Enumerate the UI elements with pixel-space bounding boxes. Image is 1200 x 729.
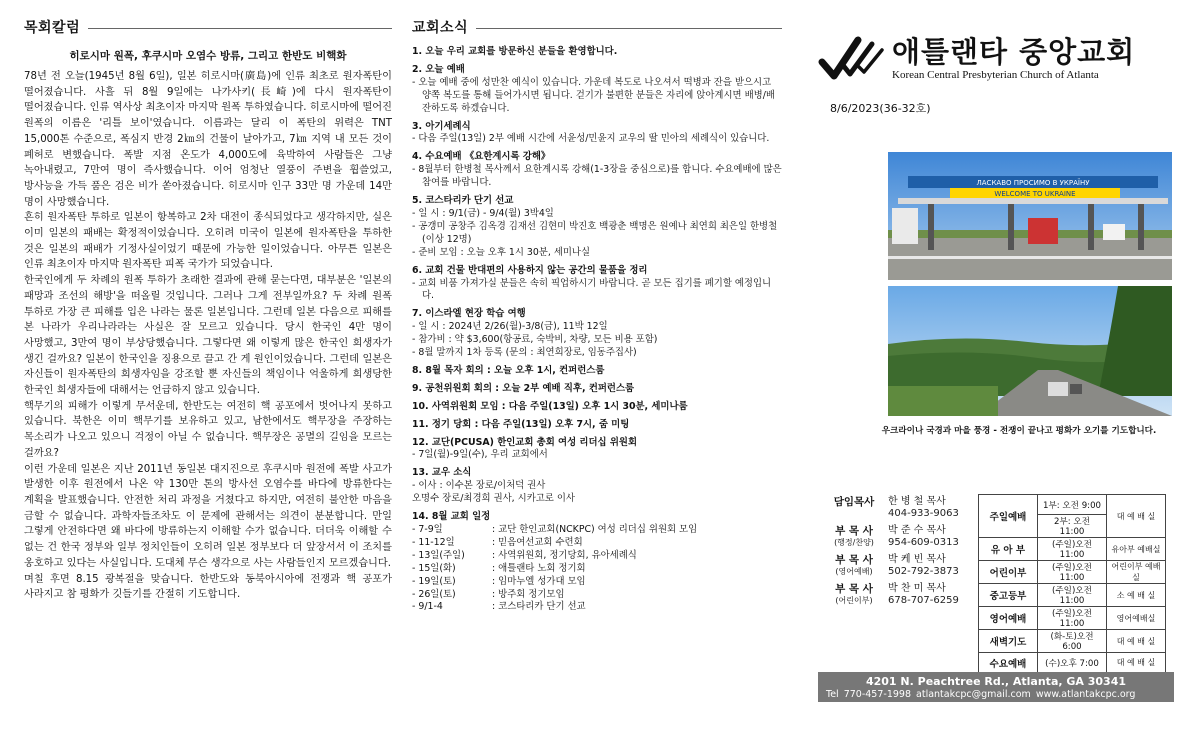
worship-location: 대 예 배 실 (1107, 495, 1166, 538)
schedule-date: - 19일(토) (412, 575, 456, 587)
schedule-date: - 15일(화) (412, 562, 456, 574)
worship-location: 영어예배실 (1107, 607, 1166, 630)
worship-service: 유 아 부 (979, 538, 1038, 561)
news-item-title: 7. 이스라엘 현장 학습 여행 (412, 308, 526, 320)
schedule-event: : 방주회 정기모임 (492, 588, 565, 600)
schedule-row (412, 524, 782, 537)
schedule-row (412, 550, 782, 563)
staff-contact (888, 583, 959, 607)
worship-time: (수)오후 7:00 (1038, 653, 1107, 673)
staff-phone: 678-707-6259 (888, 595, 959, 606)
worship-row (979, 538, 1166, 561)
worship-service: 영어예배 (979, 607, 1038, 630)
staff-contact (888, 525, 959, 549)
staff-role-sub: (어린이부) (835, 596, 873, 605)
schedule-event: : 애틀랜타 노회 정기회 (492, 562, 586, 574)
news-list (412, 46, 782, 614)
news-item-details (412, 480, 782, 506)
news-item (412, 383, 782, 396)
church-logo (818, 34, 1180, 82)
worship-service: 새벽기도 (979, 630, 1038, 653)
news-item (412, 265, 782, 304)
staff-role (828, 525, 880, 549)
issue-date: 8/6/2023(36-32호) (830, 102, 931, 115)
news-item-details (412, 164, 782, 190)
schedule-event: : 임마누엘 성가대 모임 (492, 575, 586, 587)
staff-member (828, 554, 978, 578)
schedule-event: : 믿음여선교회 수련회 (492, 536, 583, 548)
schedule-row (412, 576, 782, 589)
staff-role-sub: (영어예배) (835, 567, 873, 576)
worship-time: (화-토)오전 6:00 (1038, 630, 1107, 653)
worship-location: 대 예 배 실 (1107, 653, 1166, 673)
worship-time: 1부: 오전 9:00 (1038, 495, 1107, 515)
worship-service: 수요예배 (979, 653, 1038, 673)
photo-village-road (888, 286, 1172, 416)
news-item-title: 3. 아기세례식 (412, 120, 471, 132)
staff-role (828, 554, 880, 578)
schedule-date: - 7-9일 (412, 524, 443, 535)
news-detail-line: - 교회 비품 가져가실 분들은 속히 픽업하시기 바랍니다. 곧 모든 집기를 폐기할 예정입니다. (412, 277, 772, 302)
church-name-korean: 애틀랜타 중앙교회 (892, 34, 1136, 69)
schedule-event: : 교단 한인교회(NCKPC) 여성 리더십 위원회 모임 (492, 524, 698, 535)
worship-row (979, 607, 1166, 630)
news-item-title: 12. 교단(PCUSA) 한인교회 총회 여성 리더십 위원회 (412, 436, 638, 448)
news-heading: 교회소식 (412, 20, 469, 36)
news-item (412, 401, 782, 414)
staff-member (828, 496, 978, 520)
news-item (412, 46, 782, 59)
staff-role-title: 부 목 사 (835, 554, 873, 566)
news-item-title: 4. 수요예배 《요한계시록 강해》 (412, 151, 551, 163)
news-item-title: 1. 오늘 우리 교회를 방문하신 분들을 환영합니다. (412, 46, 618, 57)
photo-border-crossing (888, 152, 1172, 280)
worship-time: (주일)오전 11:00 (1038, 607, 1107, 630)
news-detail-line: - 일 시 : 9/1(금) - 9/4(월) 3박4일 (412, 207, 554, 219)
news-item-details (412, 278, 782, 304)
news-detail-line: 오명수 장로/최경희 권사, 시카고로 이사 (412, 493, 575, 505)
staff-role-title: 부 목 사 (835, 525, 873, 537)
column-heading-rule (88, 28, 392, 29)
article-paragraph: 핵무기의 피해가 이렇게 무서운데, 한반도는 여전히 핵 공포에서 벗어나지 못하고 있습니다. 북한은 이미 핵무기를 보유하고 있고, 남한에서도 핵무장을 주장하는 목소리가 나오고 있으니 걱정이 아닐 수 없습니다. 핵무장은 공멸의 길임을 모르는 걸까요? (24, 400, 393, 459)
news-detail-line: - 7일(월)-9일(수), 우리 교회에서 (412, 449, 548, 461)
staff-name: 한 병 철 목사 (888, 496, 946, 507)
news-item-title: 2. 오늘 예배 (412, 63, 465, 75)
staff-role (828, 496, 880, 520)
worship-location: 대 예 배 실 (1107, 630, 1166, 653)
staff-list (828, 496, 978, 612)
worship-location: 유아부 예배실 (1107, 538, 1166, 561)
news-detail-line: - 일 시 : 2024년 2/26(월)-3/8(금), 11박 12일 (412, 321, 608, 333)
staff-member (828, 583, 978, 607)
news-item-title: 5. 코스타리카 단기 선교 (412, 195, 514, 207)
worship-row (979, 584, 1166, 607)
schedule-date: - 9/1-4 (412, 601, 443, 613)
staff-contact (888, 554, 959, 578)
schedule-event: : 코스타리카 단기 선교 (492, 601, 586, 613)
sign-text-english: WELCOME TO UKRAINE (994, 190, 1076, 198)
schedule-row (412, 601, 782, 614)
worship-schedule-table (978, 494, 1166, 673)
footer-tel: Tel 770-457-1998 (826, 689, 911, 700)
worship-row (979, 495, 1166, 515)
news-detail-line: - 참가비 : 약 $3,600(항공료, 숙박비, 차량, 모든 비용 포함) (412, 334, 658, 346)
news-item (412, 419, 782, 432)
worship-service: 어린이부 (979, 561, 1038, 584)
schedule-date: - 13일(주일) (412, 549, 465, 561)
worship-time: (주일)오전 11:00 (1038, 538, 1107, 561)
staff-name: 박 케 빈 목사 (888, 554, 946, 565)
staff-role-sub: (행정/찬양) (834, 538, 874, 547)
news-detail-line: - 8월부터 한병철 목사께서 요한계시록 강해(1-3장을 중심으로)를 합니다. 수요예배에 많은 참여를 바랍니다. (412, 164, 782, 189)
staff-contact (888, 496, 959, 520)
staff-name: 박 찬 미 목사 (888, 583, 946, 594)
church-name-english: Korean Central Presbyterian Church of Atlanta (892, 68, 1099, 81)
news-detail-line: - 준비 모임 : 오늘 오후 1시 30분, 세미나실 (412, 246, 591, 258)
sign-text-ukrainian: ЛАСКАВО ПРОСИМО В УКРАЇНУ (976, 179, 1090, 187)
news-detail-line: - 이사 : 이수본 장로/이처덕 권사 (412, 480, 546, 492)
staff-role (828, 583, 880, 607)
checkmark-logo-icon (818, 34, 886, 82)
news-item (412, 151, 782, 190)
news-item-title: 13. 교우 소식 (412, 467, 472, 479)
worship-time: (주일)오전 11:00 (1038, 561, 1107, 584)
schedule-row (412, 537, 782, 550)
news-item (412, 308, 782, 360)
photo-caption: 우크라이나 국경과 마을 풍경 - 전쟁이 끝나고 평화가 오기를 기도합니다. (881, 426, 1157, 436)
staff-phone: 954-609-0313 (888, 537, 959, 548)
worship-service: 중고등부 (979, 584, 1038, 607)
article-title: 히로시마 원폭, 후쿠시마 오염수 방류, 그리고 한반도 비핵화 (69, 50, 347, 62)
pastoral-column (24, 0, 392, 603)
staff-role-title: 담임목사 (833, 496, 875, 508)
footer-email: atlantakcpc@gmail.com (916, 689, 1031, 700)
news-item-title: 10. 사역위원회 모임 : 다음 주일(13일) 오후 1시 30분, 세미나룸 (412, 400, 688, 412)
article-paragraph: 한국인에게 두 차례의 원폭 투하가 초래한 결과에 관해 묻는다면, 대부분은 '일본의 패망과 조선의 해방'을 떠올릴 것입니다. 그러나 그게 전부일까요? 두 차례 원폭 투하로 가장 큰 피해를 입은 나라는 물론 일본입니다. 그런데 일본 다음으로 피해를 본 나라가 우리나라라는 사실은 잘 모르고 있습니다. 당시 한국인 4만 명이 사망했고, 3만여 명이 부상당했습니다. 그렇다면 왜 이렇게 많은 한국인 희생자가 생긴 걸까요? 일본이 한국인을 징용으로 끌고 간 게 원인이었습니다. 그런데 일본은 자신들이 원자폭탄의 희생자임을 강조할 뿐 자신들의 책임이나 억울하게 희생당한 한국인 희생자들에 대해서는 언급하지 않고 있습니다. (24, 275, 393, 397)
column-heading: 목회칼럼 (24, 20, 81, 36)
schedule-date: - 11-12일 (412, 536, 455, 548)
news-item (412, 437, 782, 463)
news-item-title: 6. 교회 건물 반대편의 사용하지 않는 공간의 물품을 정리 (412, 264, 648, 276)
worship-location: 소 예 배 실 (1107, 584, 1166, 607)
news-header (412, 16, 782, 38)
news-item-details (412, 133, 782, 146)
news-item-details (412, 77, 782, 116)
worship-time: (주일)오전 11:00 (1038, 584, 1107, 607)
news-item (412, 121, 782, 147)
schedule-row (412, 563, 782, 576)
news-item (412, 195, 782, 260)
news-item (412, 467, 782, 506)
column-header (24, 16, 392, 38)
article-paragraph: 이런 가운데 일본은 지난 2011년 동일본 대지진으로 후쿠시마 원전에 폭발 사고가 발생한 이후 원전에서 나온 약 130만 톤의 방사선 오염수를 바다에 방류한다는 계획을 발표했습니다. 안전한 처리 과정을 거쳤다고 하지만, 여전히 불안한 마음을 금할 수 없습니다. 과학자들조차도 이 문제에 관해서는 의견이 분분합니다. 만일 그렇게 안전하다면 왜 바다에 방류하는지 이해할 수가 없습니다. 더더욱 이해할 수 없는 건 한국 정부와 일부 정치인들이 오히려 일본 정부보다 더 앞장서서 이 조치를 옹호하고 있다는 사실입니다. 도대체 무슨 생각으로 사는 사람들인지 모르겠습니다. (24, 463, 393, 569)
schedule-row (412, 589, 782, 602)
news-item-details (412, 208, 782, 260)
schedule-list (412, 524, 782, 614)
staff-phone: 404-933-9063 (888, 508, 959, 519)
news-item-title: 9. 공천위원회 회의 : 오늘 2부 예배 직후, 컨퍼런스룸 (412, 382, 635, 394)
news-detail-line: - 8월 말까지 1차 등록 (문의 : 최연희장로, 임동주집사) (412, 347, 637, 359)
staff-member (828, 525, 978, 549)
news-detail-line: - 공갱미 공창주 김옥경 김재선 김현미 박진호 백광춘 백명은 원예나 최연희 최은일 한병철 (이상 12명) (412, 220, 778, 245)
article-paragraph: 흔히 원자폭탄 투하로 일본이 항복하고 2차 대전이 종식되었다고 생각하지만, 실은 이미 일본의 패배는 확정적이었습니다. 오히려 미국이 일본에 원자폭탄을 투하한 것은 일본의 패배가 기정사실이었기 때문에 가능한 일이었습니다. 아무튼 일본은 인류 최초이자 마지막 원자폭탄 피폭 국가가 되었습니다. (24, 212, 392, 271)
staff-name: 박 준 수 목사 (888, 525, 946, 536)
news-item-details (412, 321, 782, 360)
article-body (24, 69, 392, 603)
church-news (412, 0, 782, 619)
masthead-column (818, 0, 1180, 670)
news-item (412, 365, 782, 378)
news-heading-rule (476, 28, 782, 29)
footer-web: www.atlantakcpc.org (1035, 689, 1136, 700)
worship-row (979, 561, 1166, 584)
news-item (412, 64, 782, 116)
worship-location: 어린이부 예배실 (1107, 561, 1166, 584)
schedule-date: - 26일(토) (412, 588, 456, 600)
footer-contact (818, 672, 1174, 702)
news-detail-line: - 오늘 예배 중에 성만찬 예식이 있습니다. 가운데 복도로 나오셔서 떡병과 잔을 받으시고 양쪽 복도를 통해 들어가시면 됩니다. 걷기가 불편한 분들은 자리에 앉아계시면 배병/배잔하도록 하겠습니다. (412, 76, 775, 114)
worship-row (979, 630, 1166, 653)
news-item-details (412, 449, 782, 462)
worship-row (979, 653, 1166, 673)
news-detail-line: - 다음 주일(13일) 2부 예배 시간에 서윤성/민윤지 교우의 딸 민아의 세례식이 있습니다. (412, 133, 770, 145)
footer-address: 4201 N. Peachtree Rd., Atlanta, GA 30341 (865, 675, 1127, 688)
article-paragraph: 며칠 후면 8.15 광복절을 맞습니다. 한반도와 동북아시아에 전쟁과 핵 공포가 사라지고 참 평화가 깃들기를 간절히 기도합니다. (24, 573, 392, 601)
news-item-schedule (412, 511, 782, 614)
news-item-title: 11. 정기 당회 : 다음 주일(13일) 오후 7시, 줌 미팅 (412, 418, 630, 430)
staff-role-title: 부 목 사 (835, 583, 873, 595)
article-paragraph: 78년 전 오늘(1945년 8월 6일), 일본 히로시마(廣島)에 인류 최초로 원자폭탄이 떨어졌습니다. 사흘 뒤 8월 9일에는 나가사키(長崎)에 다시 원자폭탄이 떨어졌습니다. 인류 역사상 최초이자 마지막 원폭 투하였습니다. 히로시마에 떨어진 원폭의 이름은 '리틀 보이'였습니다. 이름과는 달리 이 폭탄의 위력은 TNT 15,000톤 수준으로, 폭심지 반경 2㎞의 건물이 날아가고, 7㎞ 지역 내 모든 것이 폐허로 변했습니다. 폭발 지점 온도가 4,000도에 육박하여 사람들은 그냥 녹아내렸고, 7만여 명이 즉사했습니다. 이어 엄청난 열풍이 주변을 휩쓸었고, 방사능을 가득 품은 검은 비가 쏟아졌습니다. 히로시마 인구 33만 명 가운데 14만 명이 사망했습니다. (24, 71, 392, 208)
schedule-event: : 사역위원회, 정기당회, 유아세례식 (492, 549, 637, 561)
schedule-heading: 14. 8월 교회 일정 (412, 511, 491, 523)
news-item-title: 8. 8월 목자 회의 : 오늘 오후 1시, 컨퍼런스룸 (412, 364, 605, 376)
staff-phone: 502-792-3873 (888, 566, 959, 577)
worship-service: 주일예배 (979, 495, 1038, 538)
worship-time: 2부: 오전 11:00 (1038, 515, 1107, 538)
